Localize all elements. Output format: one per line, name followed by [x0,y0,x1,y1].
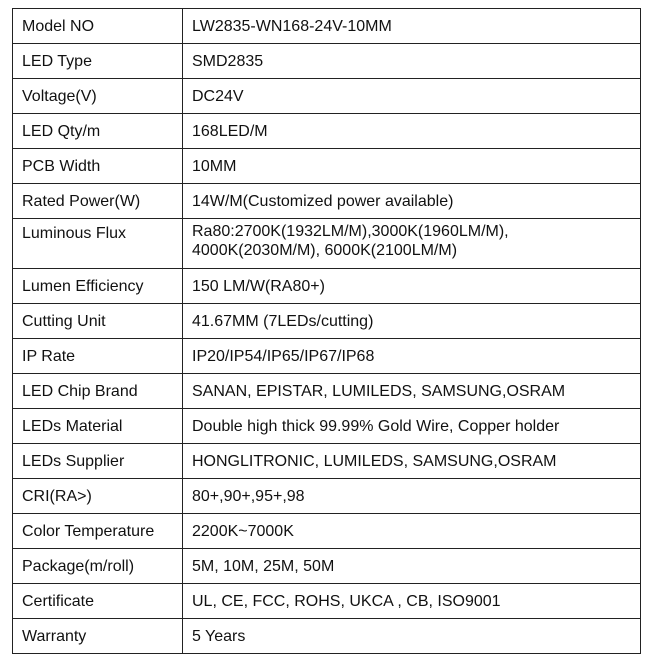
spec-value: HONGLITRONIC, LUMILEDS, SAMSUNG,OSRAM [183,444,641,479]
spec-label: Package(m/roll) [13,549,183,584]
spec-value: DC24V [183,79,641,114]
spec-value: 41.67MM (7LEDs/cutting) [183,304,641,339]
spec-row-lumen-efficiency [13,269,641,304]
spec-row-rated-power [13,184,641,219]
spec-row-led-chip-brand [13,374,641,409]
spec-value: Double high thick 99.99% Gold Wire, Copper holder [183,409,641,444]
spec-label: LED Type [13,44,183,79]
spec-label: LED Qty/m [13,114,183,149]
spec-value: LW2835-WN168-24V-10MM [183,9,641,44]
spec-row-luminous-flux [13,219,641,269]
spec-value: IP20/IP54/IP65/IP67/IP68 [183,339,641,374]
spec-value: 14W/M(Customized power available) [183,184,641,219]
spec-row-model-no [13,9,641,44]
spec-value: 2200K~7000K [183,514,641,549]
spec-value: UL, CE, FCC, ROHS, UKCA , CB, ISO9001 [183,584,641,619]
spec-row-color-temperature [13,514,641,549]
spec-label: Voltage(V) [13,79,183,114]
spec-label: PCB Width [13,149,183,184]
spec-row-cri [13,479,641,514]
spec-value: SMD2835 [183,44,641,79]
spec-label: LED Chip Brand [13,374,183,409]
spec-row-certificate [13,584,641,619]
spec-row-voltage [13,79,641,114]
spec-label: Warranty [13,619,183,654]
spec-value: 80+,90+,95+,98 [183,479,641,514]
spec-row-pcb-width [13,149,641,184]
spec-label: LEDs Supplier [13,444,183,479]
spec-row-led-qty [13,114,641,149]
spec-label: Cutting Unit [13,304,183,339]
spec-value: 10MM [183,149,641,184]
spec-label: Model NO [13,9,183,44]
spec-value: 168LED/M [183,114,641,149]
spec-row-cutting-unit [13,304,641,339]
spec-value: 5M, 10M, 25M, 50M [183,549,641,584]
spec-label: Certificate [13,584,183,619]
spec-label: CRI(RA>) [13,479,183,514]
spec-row-led-type [13,44,641,79]
spec-value [183,219,641,269]
spec-value-line: Ra80:2700K(1932LM/M),3000K(1960LM/M), [192,223,509,240]
spec-value: 5 Years [183,619,641,654]
spec-label: Color Temperature [13,514,183,549]
spec-value: SANAN, EPISTAR, LUMILEDS, SAMSUNG,OSRAM [183,374,641,409]
spec-row-warranty [13,619,641,654]
spec-row-package [13,549,641,584]
spec-row-leds-material [13,409,641,444]
spec-label: LEDs Material [13,409,183,444]
spec-label: Rated Power(W) [13,184,183,219]
spec-value: 150 LM/W(RA80+) [183,269,641,304]
spec-table-body [13,9,641,654]
spec-label: Luminous Flux [13,219,183,269]
spec-value-line: 4000K(2030M/M), 6000K(2100LM/M) [192,242,458,259]
spec-row-ip-rate [13,339,641,374]
spec-label: IP Rate [13,339,183,374]
spec-table [12,8,641,654]
spec-label: Lumen Efficiency [13,269,183,304]
spec-row-leds-supplier [13,444,641,479]
